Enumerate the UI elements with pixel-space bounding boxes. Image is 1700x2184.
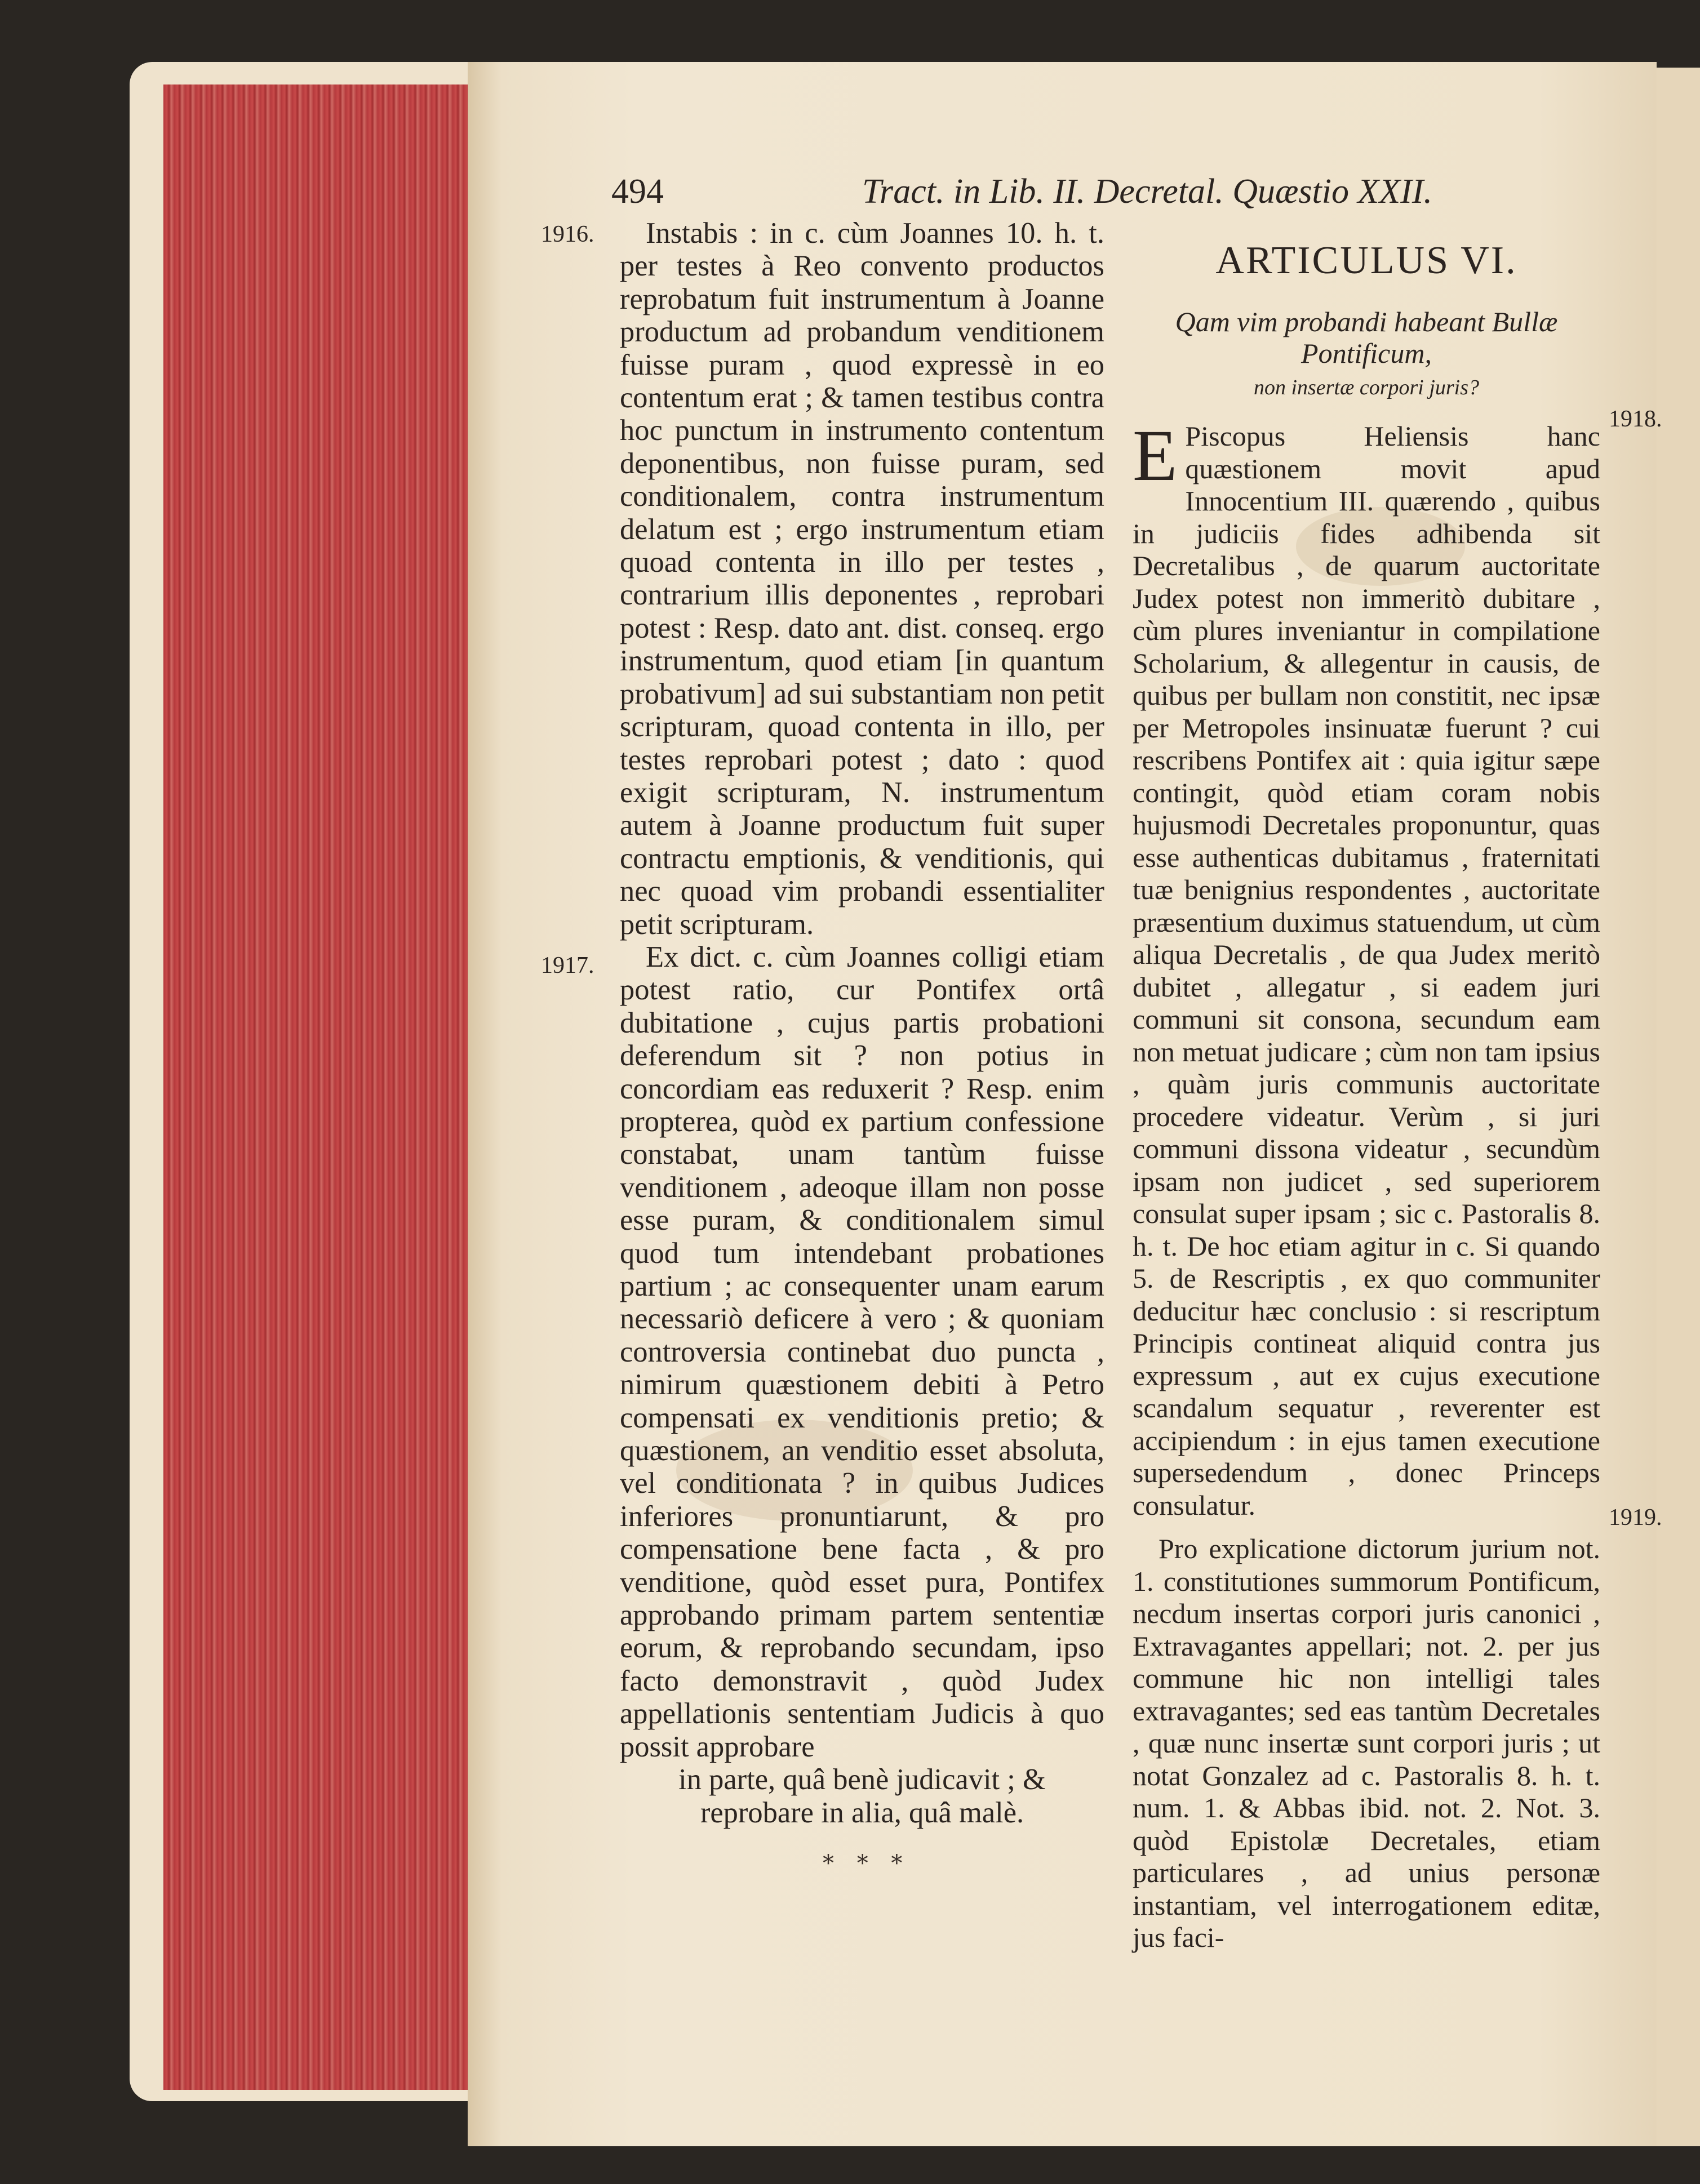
ornament-asterisks: * * * <box>823 1851 911 1876</box>
paragraph-1917: Ex dict. c. cùm Joannes colligi etiam potest ratio, cur Pontifex ortâ dubitatione , cujus partis probationi deferendum sit ? non potius in concordiam eas reduxerit ? Resp. enim propterea, quòd ex partium confessione constabat, unam tantùm fuisse venditionem , adeoque illam non posse esse puram, & conditionalem simul quod tum intendebant probationes partium ; ac consequenter unam earum necessariò deficere à vero ; & quoniam controversia continebat duo puncta , nimirum quæstionem debiti à Petro compensati ex venditionis pretio; & quæstionem, an venditio esset absoluta, vel conditionata ? in quibus Judices inferiores pronuntiarunt, & pro compensatione bene facta , & pro venditione, quòd esset pura, Pontifex approbando primam partem sententiæ eorum, & reprobando secundam, ipso facto demonstravit , quòd Judex appellationis sententiam Judicis à quo possit approbare <box>620 940 1104 1763</box>
paragraph-number-right: 1918. <box>1609 406 1662 432</box>
left-column <box>620 217 1104 1829</box>
paragraph-1918-text: Piscopus Heliensis hanc quæstionem movit apud Innocentium III. quærendo , quibus in judiciis fides adhibenda sit Decretalibus , de quarum auctoritate Judex potest non immeritò dubitare , cùm plures inveniantur in compilatione Scholarium, & allegentur in causis, de quibus per bullam non constitit, nec ipsæ per Metropoles insinuatæ fuerunt ? cui rescribens Pontifex ait : quia igitur sæpe contingit, quòd etiam coram nobis hujusmodi Decretales proponuntur, quas esse authenticas dubitamus , fraternitati tuæ benignius respondentes , auctoritate præsentium duximus statuendum, ut cùm aliqua Decretalis , de qua Judex meritò dubitet , allegatur , si eadem juri communi sit consona, secundum eam non metuat judicare ; cùm non tam ipsius , quàm juris communis auctoritate procedere videatur. Verùm , si juri communi dissona videatur , secundùm ipsam non judicet , sed superiorem consulat super ipsam ; sic c. Pastoralis 8. h. t. De hoc etiam agitur in c. Si quando 5. de Rescriptis , ex quo communiter deducitur hæc conclusio : si rescriptum Principis contineat aliquid contra jus expressum , aut ex cujus executione scandalum sequatur , reverenter est accipiendum : in ejus tamen executione supersedendum , donec Princeps consulatur. <box>1133 420 1600 1521</box>
drop-cap: E <box>1133 415 1178 496</box>
article-subtitle <box>1133 306 1600 403</box>
article-subtitle-small: non insertæ corpori juris? <box>1253 376 1480 399</box>
page-number: 494 <box>611 172 664 211</box>
running-title: Tract. in Lib. II. Decretal. Quæstio XXII. <box>862 172 1433 211</box>
facing-page-edge <box>1657 68 1700 2146</box>
paragraph-number-right: 1919. <box>1609 1505 1662 1531</box>
paragraph-1918 <box>1133 415 1600 1522</box>
article-title: ARTICULUS VI. <box>1215 239 1517 282</box>
article-subtitle-main: Qam vim probandi habeant Bullæ Pontificum, <box>1175 306 1558 369</box>
paragraph-1917-end: in parte, quâ benè judicavit ; & reprobare in alia, quâ malè. <box>678 1763 1046 1829</box>
paragraph-number-left: 1917. <box>541 953 594 978</box>
page-header <box>611 172 1433 223</box>
red-stained-page-edges <box>163 84 468 2090</box>
paragraph-1919: Pro explicatione dictorum jurium not. 1. constitutiones summorum Pontificum, necdum insertas corpori juris canonici , Extravagantes appellari; not. 2. per jus commune hic non intelligi tales extravagantes; sed eas tantùm Decretales , quæ nunc insertæ sunt corpori juris ; ut notat Gonzalez ad c. Pastoralis 8. h. t. num. 1. & Abbas ibid. not. 2. Not. 3. quòd Epistolæ Decretales, etiam particulares , ad unius personæ instantiam, vel interrogationem editæ, jus faci- <box>1133 1533 1600 1953</box>
paragraph-number-left: 1916. <box>541 221 594 247</box>
paragraph-1916: Instabis : in c. cùm Joannes 10. h. t. per testes à Reo convento productos reprobatum fuit instrumentum à Joanne productum ad probandum venditionem fuisse puram , quod expressè in eo contentum erat ; & tamen testibus contra hoc punctum in instrumento contentum deponentibus, non fuisse puram, sed conditionalem, contra instrumentum delatum est ; ergo instrumentum etiam quoad contenta in illo per testes , contrarium illis deponentes , reprobari potest : Resp. dato ant. dist. conseq. ergo instrumentum, quod etiam [in quantum probativum] ad sui substantiam non petit scripturam, quoad contenta in illo, per testes reprobari potest ; dato : quod exigit scripturam, N. instrumentum autem à Joanne productum fuit super contractu emptionis, & venditionis, qui nec quoad vim probandi essentialiter petit scripturam. <box>620 217 1104 941</box>
right-column <box>1133 217 1600 1954</box>
